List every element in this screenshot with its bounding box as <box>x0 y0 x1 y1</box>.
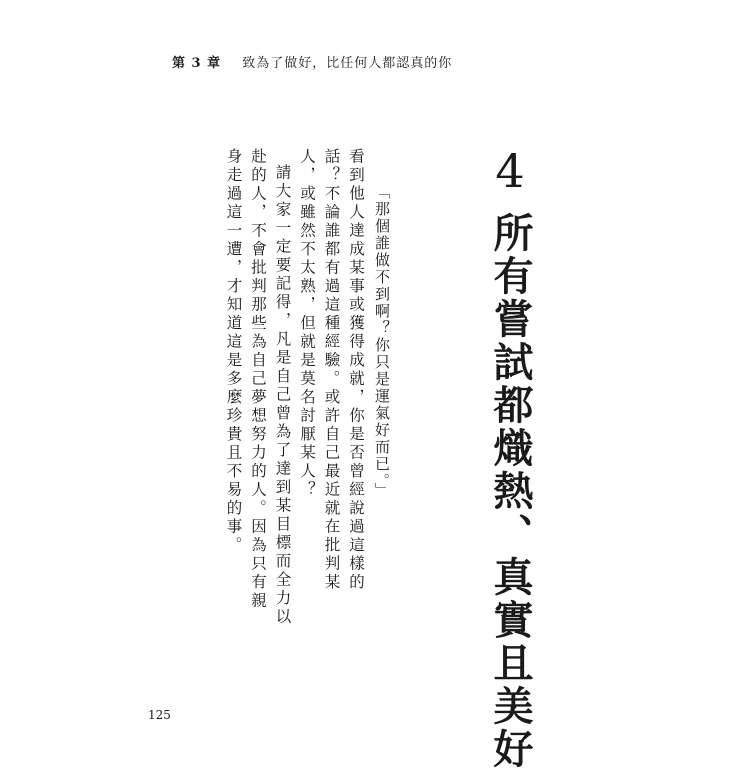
chapter-number: 4 <box>495 144 525 198</box>
paragraph: 請大家一定要記得，凡是自己曾為了達到某目標而全力以赴的人，不會批判那些為自己夢想努力的人。因為只有親身走過這一遭，才知道這是多麼珍貴且不易的事。 <box>224 148 292 626</box>
paragraph: 看到他人達成某事或獲得成就，你是否曾經說過這樣的話？不論誰都有過這種經驗。或許自己最近就在批判某人，或雖然不太熟，但就是莫名討厭某人？ <box>298 148 365 592</box>
opening-quote: 「那個誰做不到啊？你只是運氣好而已。」 <box>373 184 391 500</box>
running-head <box>172 52 452 71</box>
chapter-title: 所有嘗試都熾熱、真實且美好 <box>487 212 534 771</box>
page-number: 125 <box>148 708 171 722</box>
running-head-title: 致為了做好，比任何人都認真的你 <box>242 56 453 71</box>
chapter-label: 第 3 章 <box>172 56 222 71</box>
body-text <box>172 148 368 628</box>
